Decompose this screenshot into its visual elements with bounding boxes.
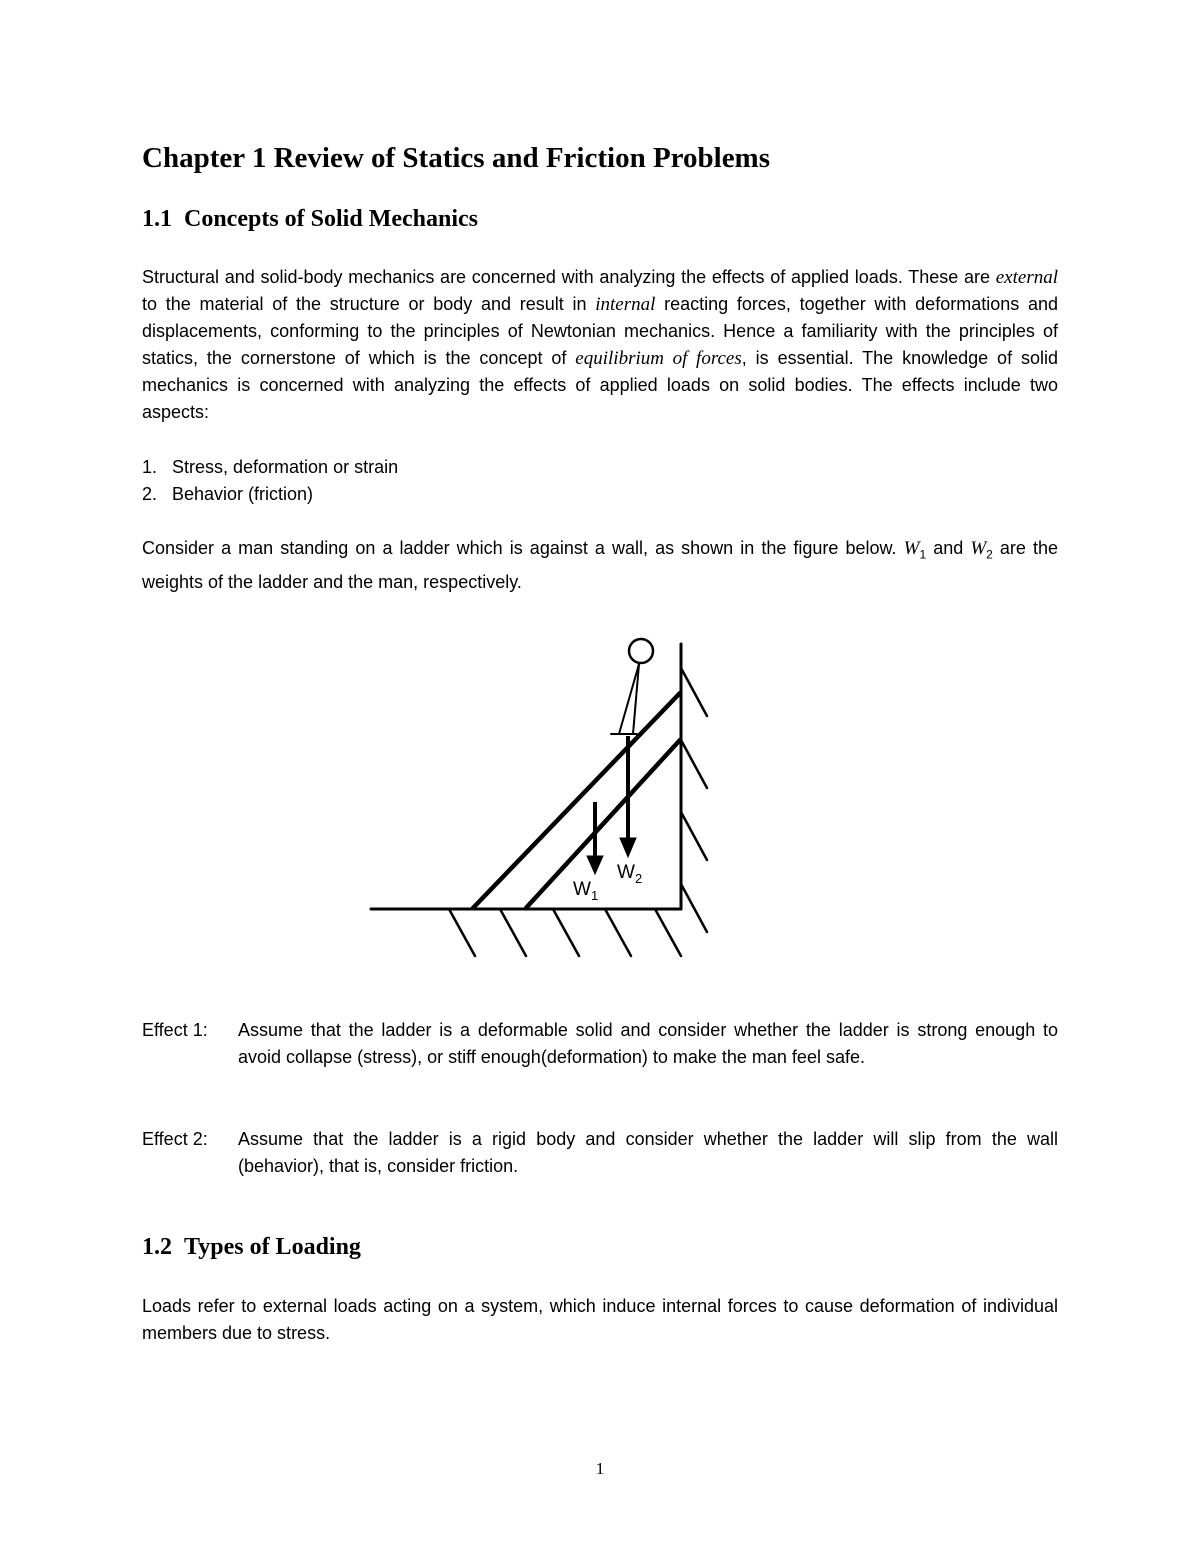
section-1-title: Concepts of Solid Mechanics (184, 206, 478, 232)
effect-2 (142, 1126, 1058, 1180)
ground-hatching (449, 909, 681, 956)
section-1-heading (142, 206, 478, 233)
intro-paragraph: Structural and solid-body mechanics are concerned with analyzing the effects of applied loads. These are external to the material of the structure or body and result in internal reacting forces, together with deformations and displacements, conforming to the principles of Newtonian mechanics. Hence a familiarity with the principles of statics, the cornerstone of which is the concept of equilibrium of forces, is essential. The knowledge of solid mechanics is concerned with analyzing the effects of applied loads on solid bodies. The effects include two aspects: (142, 267, 1058, 422)
emphasis-external: external (995, 267, 1058, 288)
ladder-figure (360, 630, 720, 965)
w1-label: $W_1$ (573, 879, 599, 903)
wall-hatching (681, 668, 707, 932)
aspects-list (142, 454, 398, 508)
w2-arrow-head (620, 838, 636, 857)
chapter-title: Chapter 1 Review of Statics and Friction Problems (142, 142, 771, 174)
w2-label: $W_2$ (617, 862, 643, 886)
effect-2-label: Effect 2: (142, 1129, 208, 1149)
ladder-rail-lower (526, 740, 680, 908)
list-item: 2. Behavior (friction) (142, 484, 314, 504)
effect-1-label: Effect 1: (142, 1020, 208, 1040)
list-item: 1. Stress, deformation or strain (142, 457, 399, 477)
section-1-number: 1.1 (142, 206, 172, 232)
loading-paragraph: Loads refer to external loads acting on a system, which induce internal forces to cause deformation of individual members due to stress. (142, 1296, 1058, 1343)
effect-1 (142, 1017, 1058, 1071)
w1-arrow-head (587, 856, 603, 874)
page-number: 1 (595, 1459, 605, 1478)
section-2-title: Types of Loading (184, 1234, 361, 1260)
effect-1-text: Assume that the ladder is a deformable solid and consider whether the ladder is strong enough to avoid collapse (stress), or stiff enough(deformation) to make the man feel safe. (238, 1020, 1058, 1067)
effect-2-text: Assume that the ladder is a rigid body and consider whether the ladder will slip from the wall (behavior), that is, consider friction. (238, 1129, 1058, 1176)
ladder-paragraph: Consider a man standing on a ladder which is against a wall, as shown in the figure below. $W_1$ and $W_2$ are the weights of the ladder and the man, respectively. (142, 538, 1059, 592)
emphasis-equilibrium: equilibrium of forces (575, 348, 742, 369)
section-2-heading (142, 1234, 361, 1261)
emphasis-internal: internal (595, 294, 656, 315)
ladder-rail-upper (473, 693, 680, 908)
man-head (629, 639, 653, 663)
section-2-number: 1.2 (142, 1234, 172, 1260)
